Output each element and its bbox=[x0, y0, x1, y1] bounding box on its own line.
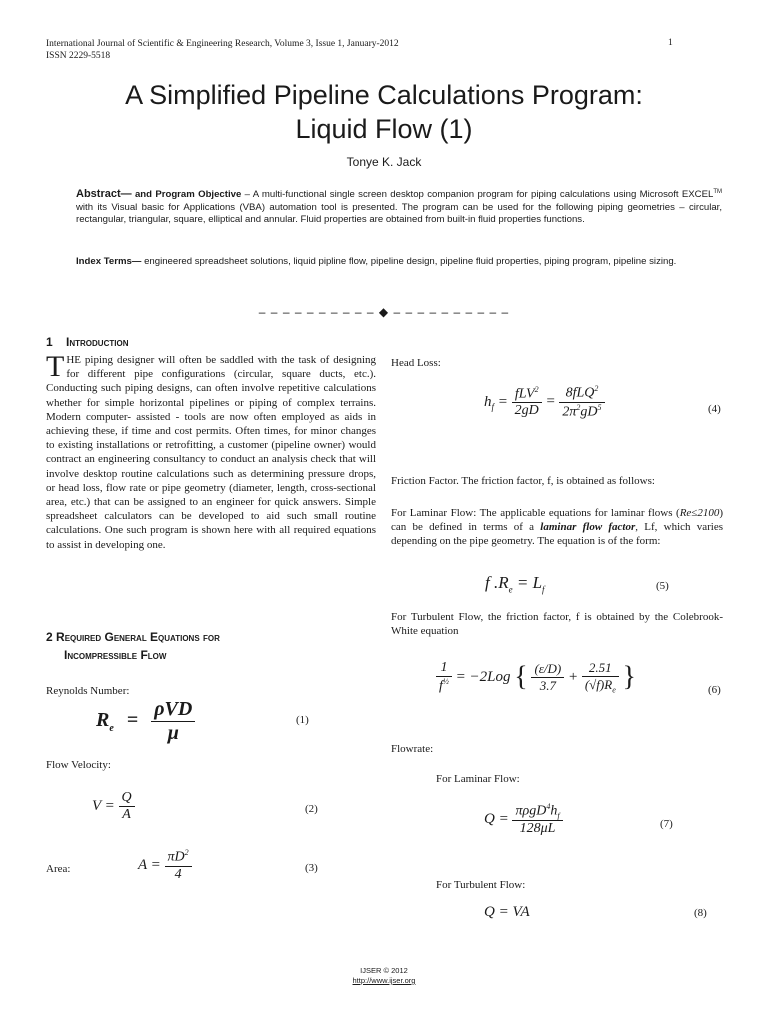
intro-paragraph bbox=[46, 350, 376, 552]
abstract-text-1: – A multi-functional single screen desktop companion program for piping calculations using Microsoft EXCEL bbox=[241, 189, 714, 201]
section-2-number: 2 bbox=[46, 630, 53, 644]
index-terms-text: engineered spreadsheet solutions, liquid pipline flow, pipeline design, pipeline fluid properties, piping program, pipeline sizing. bbox=[141, 256, 677, 267]
area-label: Area: bbox=[46, 863, 71, 875]
eq-number-7: (7) bbox=[660, 818, 673, 830]
section-divider: – – – – – – – – – – ◆ – – – – – – – – – – bbox=[258, 305, 510, 319]
laminar-text-a: For Laminar Flow: The applicable equations for laminar flows ( bbox=[391, 507, 680, 519]
eq-number-4: (4) bbox=[708, 403, 721, 415]
eq-number-6: (6) bbox=[708, 684, 721, 696]
journal-citation: International Journal of Scientific & Engineering Research, Volume 3, Issue 1, January-2012 bbox=[46, 39, 399, 49]
equation-6: $\frac{1}{f^{\frac{1}{2}}}$ = −2Log { $\frac{(\varepsilon/D)}{3.7}$ + $\frac{2.51}{(√f)R_e}$ } bbox=[436, 660, 636, 695]
footer-copyright: IJSER © 2012 bbox=[360, 966, 408, 975]
section-1-heading bbox=[46, 335, 128, 349]
laminar-text-b: Re≤2100 bbox=[679, 507, 720, 519]
section-2-title-line-1: Required General Equations for bbox=[56, 630, 220, 644]
section-2-title-line-2: Incompressible Flow bbox=[64, 648, 167, 662]
equation-7: Q = $\frac{\pi\rho gD^4h_f}{128\mu L}$ bbox=[484, 802, 563, 837]
turbulent-paragraph: For Turbulent Flow, the friction factor, f is obtained by the Colebrook-White equation bbox=[391, 611, 723, 638]
equation-3: A = $\frac{\pi D^2}{4}$ bbox=[138, 848, 192, 883]
equation-2: V = $\frac{Q}{A}$ bbox=[92, 790, 135, 823]
equation-8: Q = VA bbox=[484, 904, 530, 920]
section-1-number: 1 bbox=[46, 335, 53, 349]
laminar-text-d: laminar flow factor bbox=[540, 521, 636, 534]
index-terms-label: Index Terms— bbox=[76, 256, 142, 267]
dropcap: T bbox=[46, 350, 65, 383]
title-line-2: Liquid Flow (1) bbox=[295, 114, 473, 144]
title-line-1: A Simplified Pipeline Calculations Program: bbox=[125, 80, 643, 110]
equation-5: f $.R_e = L_f$ bbox=[485, 573, 545, 595]
eq-number-8: (8) bbox=[694, 907, 707, 919]
abstract-sublabel: and Program Objective bbox=[134, 189, 242, 201]
equation-1: $R_e$ = $\frac{\text{ρVD}}{\mu}$ bbox=[96, 698, 195, 745]
eq-number-3: (3) bbox=[305, 862, 318, 874]
eq-number-5: (5) bbox=[656, 580, 669, 592]
issn: ISSN 2229-5518 bbox=[46, 51, 111, 61]
paper-title bbox=[0, 78, 768, 146]
reynolds-label: Reynolds Number: bbox=[46, 685, 130, 697]
eq-number-2: (2) bbox=[305, 803, 318, 815]
section-2-heading bbox=[46, 628, 220, 664]
velocity-label: Flow Velocity: bbox=[46, 759, 111, 771]
index-terms bbox=[76, 256, 722, 269]
abstract-text-2: with its Visual basic for Applications (VBA) automation tool is presented. The program can be used for the following piping geometries – circular, rectangular, triangular, square, elliptical and annular. Fluid properties are obtained from built-in fluid properties functions. bbox=[76, 201, 722, 226]
journal-header bbox=[46, 38, 399, 62]
friction-factor-text: Friction Factor. The friction factor, f, is obtained as follows: bbox=[391, 475, 655, 487]
abstract bbox=[76, 186, 722, 227]
section-1-title: Introduction bbox=[66, 335, 129, 349]
head-loss-label: Head Loss: bbox=[391, 357, 441, 369]
for-turbulent-label: For Turbulent Flow: bbox=[436, 879, 526, 891]
tm-mark: TM bbox=[713, 189, 723, 195]
intro-text: HE piping designer will often be saddled with the task of designing for different pipe configurations (circular, square ducts, etc.). Conducting such piping designs, can often involve repetitive calculations whether for simple horizontal pipelines or piping of complex terrains. Modern computer- assisted - tools are now often employed as aids in achieving these, if time and cost permits. Often times, for minor changes to existing installations or retrofitting, a customer (pipeline owner) would contract an engineering consultancy to conduct an analysis check that will involve desktop routine calculations such as determining pressure drops, or head loss, flow rate or pipe geometry (diameter, length, cross-sectional area, etc.) that can be assigned to an engineer for quick answers. Simple spreadsheet calculators can be developed to aid such small routine calculations. One such program is shown here with all required equations to assist in developing one. bbox=[46, 354, 376, 551]
author: Tonye K. Jack bbox=[346, 155, 422, 169]
eq-number-1: (1) bbox=[296, 714, 309, 726]
laminar-paragraph bbox=[391, 506, 723, 549]
for-laminar-label: For Laminar Flow: bbox=[436, 773, 520, 785]
laminar-text-e: , Lf, which varies depending on the pipe geometry. The equation is of the form: bbox=[391, 521, 724, 548]
flowrate-label: Flowrate: bbox=[391, 743, 434, 755]
equation-4: $h_f$ = $\frac{fLV^2}{2gD}$ = $\frac{8fLQ^2}{2\pi^2gD^5}$ bbox=[484, 384, 605, 420]
footer-url-link[interactable]: http://www.ijser.org bbox=[352, 976, 416, 985]
laminar-text-c: ) can be defined in terms of a bbox=[391, 507, 723, 534]
page-number: 1 bbox=[668, 38, 673, 48]
footer bbox=[0, 966, 768, 986]
abstract-label: Abstract— bbox=[76, 188, 132, 201]
